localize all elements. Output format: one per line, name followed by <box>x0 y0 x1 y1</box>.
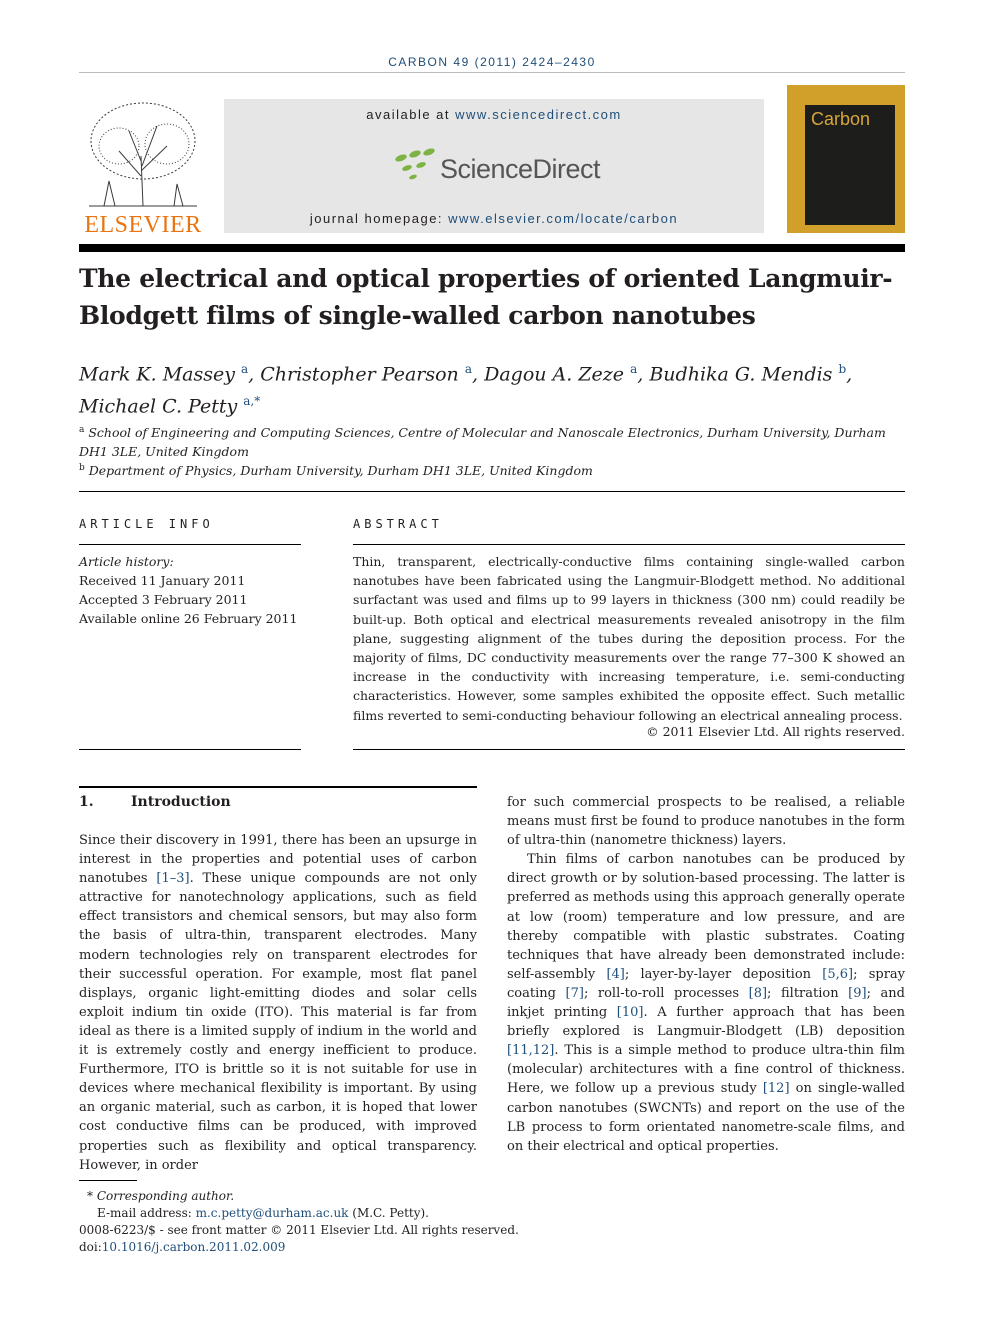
citation-link[interactable]: [11,12] <box>507 1043 555 1059</box>
author-sup[interactable]: a <box>630 362 638 376</box>
doi-line: doi:10.1016/j.carbon.2011.02.009 <box>79 1240 286 1254</box>
author: Dagou A. Zeze <box>484 363 625 386</box>
article-info-heading: ARTICLE INFO <box>79 517 214 531</box>
received-date: Received 11 January 2011 <box>79 573 246 588</box>
intro-paragraph-1-continued: for such commercial prospects to be realised, a reliable means must first be found to produce nanotubes in the form of ultra-thin (nanometre thickness) layers. <box>507 795 905 849</box>
header-rule <box>79 72 905 73</box>
intro-paragraph-1: Since their discovery in 1991, there has been an upsurge in interest in the properties and potential uses of carbon nanotubes [1–3]. These unique compounds are not only attractive for nanotechnology applications, such as field effect transistors and chemical sensors, but may also form the basis of ultra-thin, transparent electrodes. Many modern technologies rely on transparent electrodes for their successful operation. For example, most flat panel displays, organic light-emitting diodes and solar cells exploit indium tin oxide (ITO). This material is far from ideal as there is a limited supply of indium in the world and it is extremely costly and energy inefficient to produce. Furthermore, ITO is brittle so it is not suitable for use in devices where mechanical flexibility is important. By using an organic material, such as carbon, it is hoped that lower cost conductive films can be produced, with improved properties such as flexibility and optical transparency. However, in order <box>79 833 477 1173</box>
section-heading-introduction: 1. Introduction <box>79 794 231 810</box>
author-sup[interactable]: a <box>241 362 249 376</box>
author: Michael C. Petty <box>79 395 238 418</box>
intro-paragraph-2: Thin films of carbon nanotubes can be produced by direct growth or by solution-based processing. The latter is preferred as methods using this approach generally operate at low (room) temperature and low pressure, and are thereby compatible with plastic substrates. Coating techniques that have already been demonstrated include: self-assembly [4]; layer-by-layer deposition [5,6]; spray coating [7]; roll-to-roll processes [8]; filtration [9]; and inkjet printing [10]. A further approach that has been briefly explored is Langmuir-Blodgett (LB) deposition [11,12]. This is a simple method to produce ultra-thin film (molecular) architectures with a fine control of thickness. Here, we follow up a previous study [12] on single-walled carbon nanotubes (SWCNTs) and report on the use of the LB process to form orientated nanometre-scale films, and on their electrical and optical properties. <box>507 852 905 1154</box>
author-sup[interactable]: a <box>464 362 472 376</box>
history-label: Article history: <box>79 554 174 569</box>
author-list: Mark K. Massey $^a$, Christopher Pearson $^a$, Dagou A. Zeze $^a$, Budhika G. Mendis $^b$, Michael C. Petty $^{a,*}$ <box>79 362 853 418</box>
issn-line: 0008-6223/$ - see front matter © 2011 Elsevier Ltd. All rights reserved. <box>79 1223 519 1237</box>
abstract-heading: ABSTRACT <box>353 517 443 531</box>
sciencedirect-leaf-icon <box>393 148 441 184</box>
author-sup[interactable]: a,* <box>243 394 261 409</box>
author: Mark K. Massey <box>79 363 235 386</box>
affiliation-b: $^b$ Department of Physics, Durham University, Durham DH1 3LE, United Kingdom <box>79 463 593 479</box>
citation-link[interactable]: [9] <box>848 985 867 1001</box>
citation-link[interactable]: [12] <box>762 1081 790 1097</box>
footnote-rule <box>79 1180 137 1181</box>
citation-link[interactable]: [7] <box>565 985 584 1001</box>
email-link[interactable]: m.c.petty@durham.ac.uk <box>195 1206 349 1220</box>
doi-link[interactable]: 10.1016/j.carbon.2011.02.009 <box>101 1240 286 1254</box>
citation-link[interactable]: [1–3] <box>156 871 190 887</box>
sciencedirect-link[interactable]: www.sciencedirect.com <box>455 107 622 122</box>
online-date: Available online 26 February 2011 <box>79 611 298 626</box>
email-note: E-mail address: m.c.petty@durham.ac.uk (M.C. Petty). <box>97 1206 429 1220</box>
article-info-rule-bottom <box>79 749 301 750</box>
article-history <box>79 552 301 628</box>
accepted-date: Accepted 3 February 2011 <box>79 592 248 607</box>
footnotes <box>79 1188 639 1256</box>
citation-link[interactable]: [4] <box>606 966 625 982</box>
section-rule <box>79 491 905 492</box>
abstract-rule-bottom <box>353 749 905 750</box>
elsevier-wordmark: ELSEVIER <box>84 212 202 238</box>
article-title: The electrical and optical properties of oriented Langmuir-Blodgett films of single-walled carbon nanotubes <box>79 264 893 330</box>
journal-cover-image <box>787 85 905 233</box>
available-at-line: available at www.sciencedirect.com <box>366 107 622 122</box>
author: Christopher Pearson <box>260 363 459 386</box>
abstract-text: Thin, transparent, electrically-conductive films containing single-walled carbon nanotubes have been fabricated using the Langmuir-Blodgett method. No additional surfactant was used and films up to 99 layers in thickness (300 nm) could readily be built-up. Both optical and electrical measurements revealed anisotropy in the film plane, suggesting alignment of the tubes during the deposition process. For the majority of films, DC conductivity measurements over the range 77–300 K showed an increase in the conductivity with increasing temperature, i.e. semi-conducting characteristics. However, some samples exhibited the opposite effect. Such metallic films reverted to semi-conducting behaviour following an electrical annealing process. <box>353 554 905 723</box>
author-sup[interactable]: b <box>838 362 847 376</box>
citation-link[interactable]: [5,6] <box>822 966 854 982</box>
title-rule <box>79 244 905 252</box>
abstract-copyright: © 2011 Elsevier Ltd. All rights reserved. <box>646 724 905 739</box>
corresponding-note: * Corresponding author. <box>87 1189 235 1203</box>
intro-right-column <box>507 793 905 1156</box>
article-info-rule <box>79 544 301 545</box>
journal-citation: CARBON 49 (2011) 2424–2430 <box>388 55 596 69</box>
journal-homepage-link[interactable]: www.elsevier.com/locate/carbon <box>448 211 679 226</box>
affiliation-a: $^a$ School of Engineering and Computing Sciences, Centre of Molecular and Nanoscale Electronics, Durham University, Durham DH1 3LE, United Kingdom <box>79 425 886 460</box>
intro-rule <box>79 786 477 788</box>
cover-title: Carbon <box>811 109 871 129</box>
citation-link[interactable]: [8] <box>748 985 768 1001</box>
author: Budhika G. Mendis <box>649 363 833 386</box>
citation-link[interactable]: [10] <box>616 1005 644 1021</box>
sciencedirect-logo-text: ScienceDirect <box>440 154 601 184</box>
journal-homepage-line: journal homepage: www.elsevier.com/locate/carbon <box>309 211 679 226</box>
abstract-rule <box>353 544 905 545</box>
